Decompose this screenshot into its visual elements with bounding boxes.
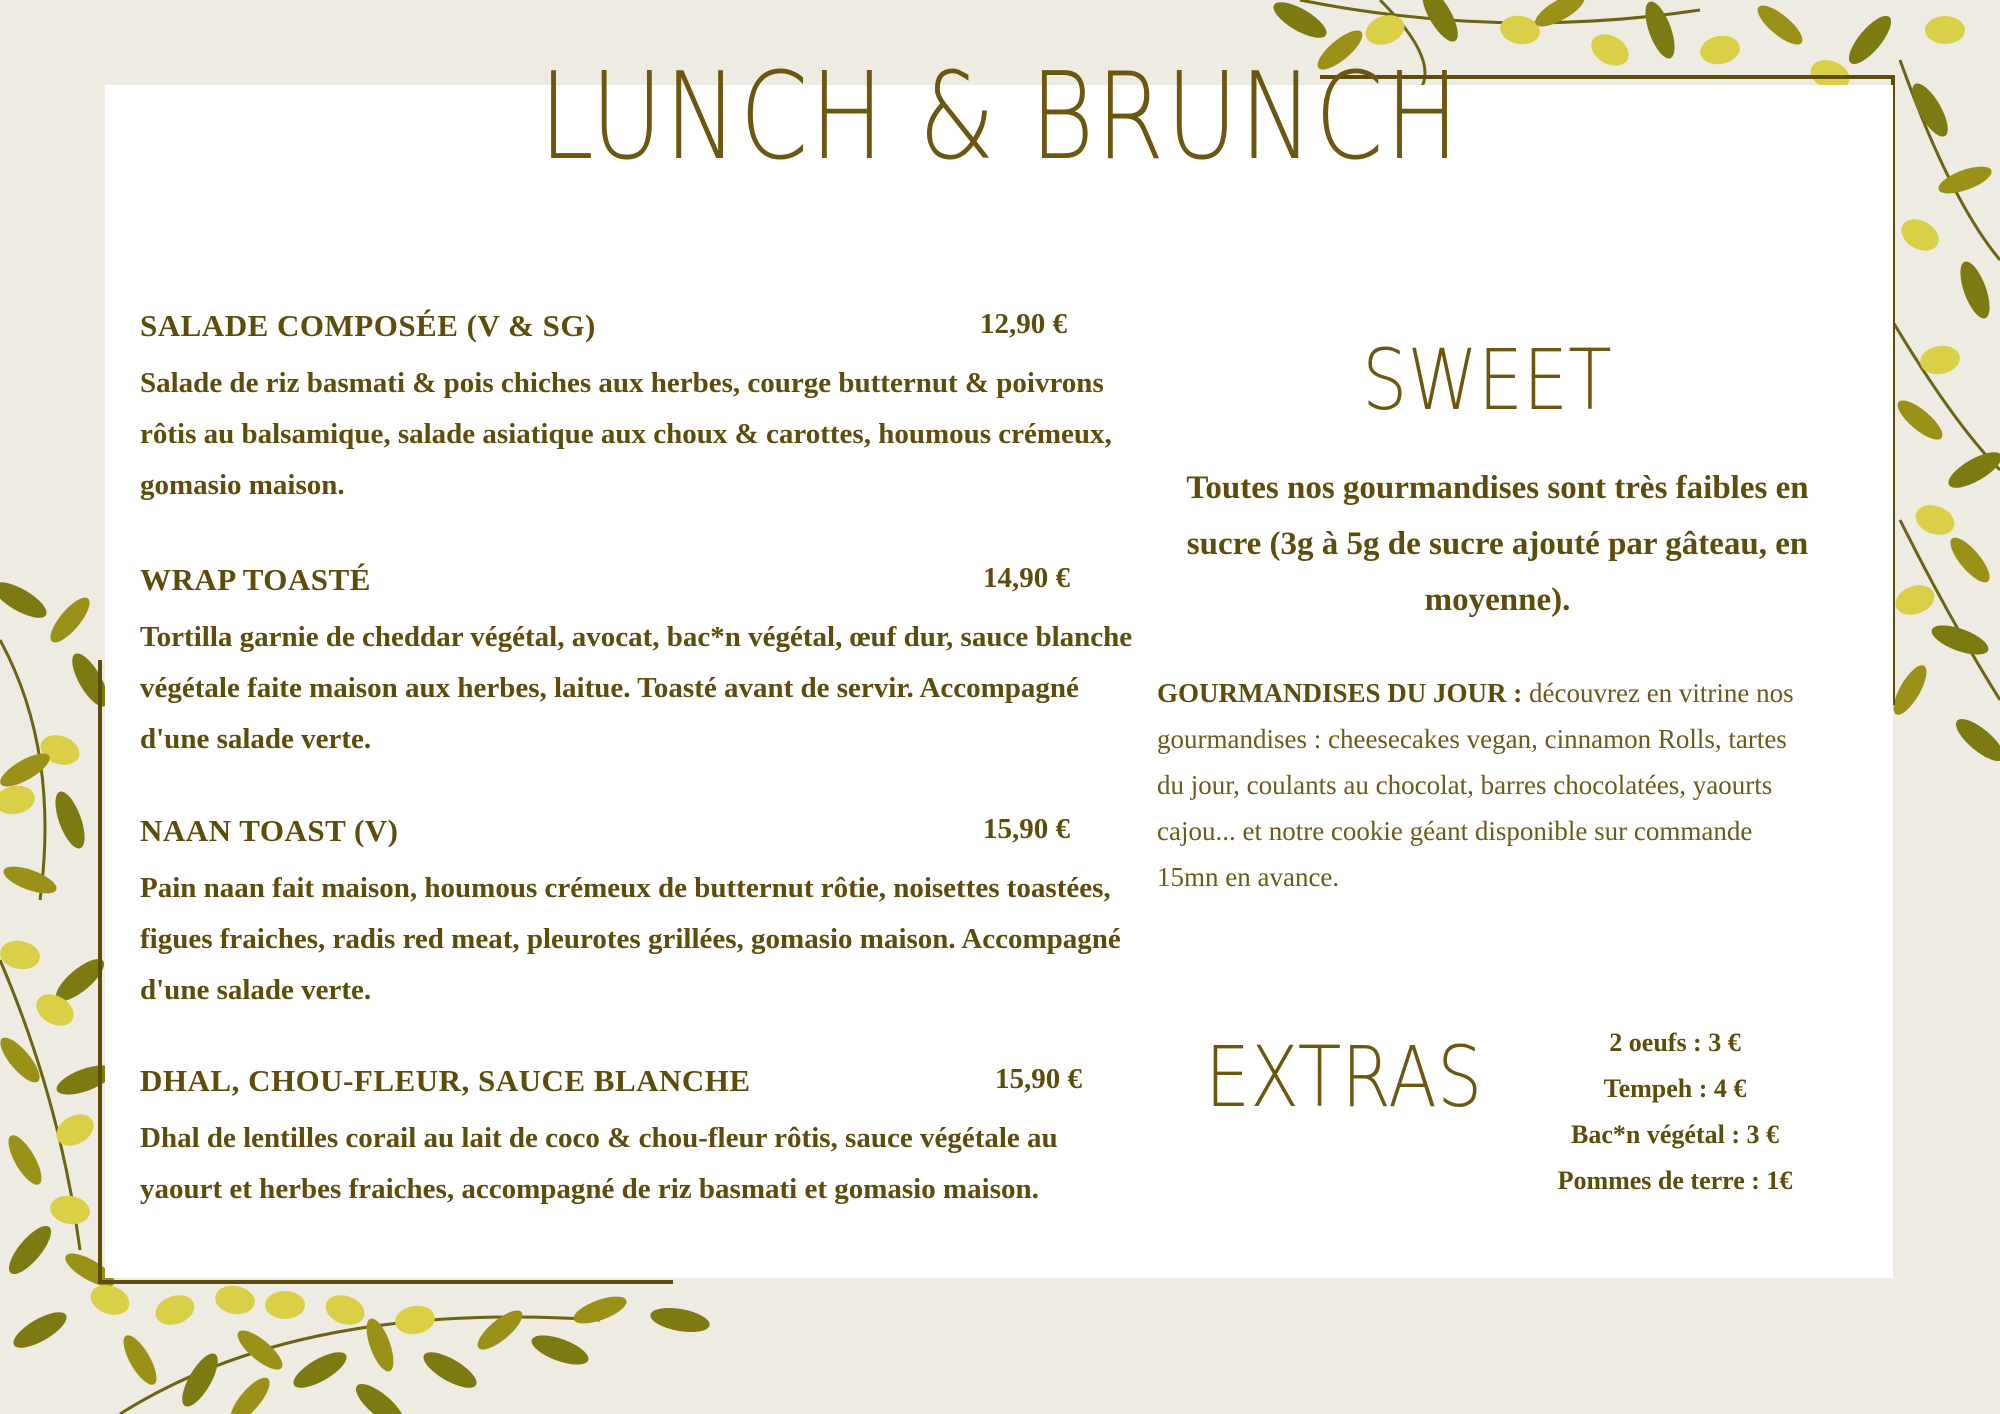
bottom-leaves-icon	[9, 1280, 712, 1414]
menu-item	[140, 813, 1121, 1016]
item-description: Tortilla garnie de cheddar végétal, avocat, bac*n végétal, œuf dur, sauce blanche végétale faite maison aux herbes, laitue. Toasté avant de servir. Accompagné d'une salade verte.	[140, 621, 1133, 755]
frame-line-bottom-left	[98, 1280, 673, 1284]
item-name: NAAN TOAST (V)	[140, 813, 399, 848]
sweet-intro: Toutes nos gourmandises sont très faibles en sucre (3g à 5g de sucre ajouté par gâteau, en moyenne).	[1186, 470, 1809, 618]
item-name: WRAP TOASTÉ	[140, 562, 371, 597]
item-price: 15,90 €	[983, 813, 1070, 845]
menu-item	[140, 562, 1133, 765]
item-name: SALADE COMPOSÉE (V & SG)	[140, 308, 596, 343]
menu-item	[140, 308, 1112, 511]
item-description: Dhal de lentilles corail au lait de coco & chou-fleur rôtis, sauce végétale au yaourt et herbes fraiches, accompagné de riz basmati et gomasio maison.	[140, 1122, 1058, 1205]
item-price: 14,90 €	[983, 562, 1070, 594]
extra-item: Pommes de terre : 1€	[1557, 1166, 1793, 1195]
extra-item: Bac*n végétal : 3 €	[1571, 1120, 1779, 1149]
daily-sweets-description: découvrez en vitrine nos gourmandises : cheesecakes vegan, cinnamon Rolls, tartes du jour, coulants au chocolat, barres chocolatées, yaourts cajou... et notre cookie géant disponible sur commande 15mn en avance.	[1157, 678, 1794, 892]
menu-item	[140, 1063, 1095, 1215]
extra-item: 2 oeufs : 3 €	[1609, 1028, 1741, 1057]
item-description: Pain naan fait maison, houmous crémeux de butternut rôtie, noisettes toastées, figues fraiches, radis red meat, pleurotes grillées, gomasio maison. Accompagné d'une salade verte.	[140, 872, 1121, 1006]
item-description: Salade de riz basmati & pois chiches aux herbes, courge butternut & poivrons rôtis au balsamique, salade asiatique aux choux & carottes, houmous crémeux, gomasio maison.	[140, 367, 1112, 501]
daily-sweets-text	[1157, 670, 1817, 900]
item-price: 15,90 €	[995, 1063, 1082, 1095]
menu-title: LUNCH & BRUNCH	[539, 48, 1461, 187]
daily-sweets-label: GOURMANDISES DU JOUR :	[1157, 678, 1523, 708]
extra-item: Tempeh : 4 €	[1603, 1074, 1747, 1103]
item-price: 12,90 €	[980, 308, 1067, 340]
sweet-title: SWEET	[1362, 331, 1612, 429]
item-name: DHAL, CHOU-FLEUR, SAUCE BLANCHE	[140, 1063, 751, 1098]
extras-list	[1520, 1020, 1830, 1204]
frame-line-left	[98, 660, 102, 1283]
extras-title: EXTRAS	[1205, 1028, 1483, 1126]
